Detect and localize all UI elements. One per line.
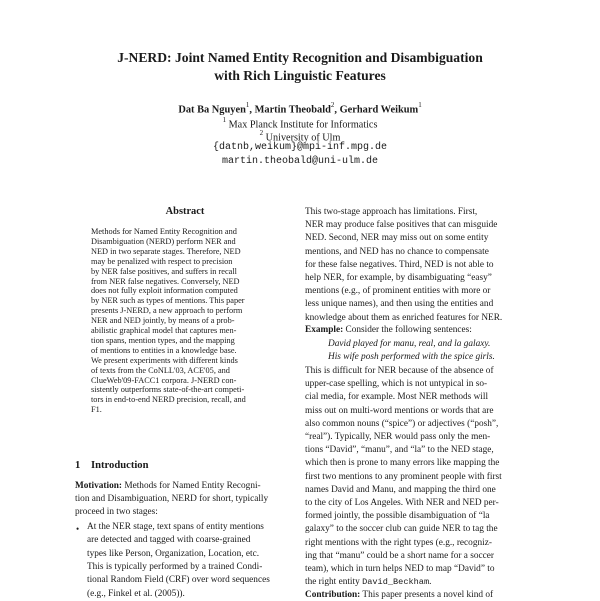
right-column-line: first two mentions to any prominent people with first xyxy=(305,471,502,482)
intro-line: proceed in two stages: xyxy=(75,507,158,517)
abstract-line: NED in two separate stages. Therefore, NED xyxy=(91,246,241,256)
abstract-line: tion spans, mention types, and the mapping xyxy=(91,335,235,345)
intro-line: tion and Disambiguation, NERD for short, typically xyxy=(75,494,269,504)
abstract-line: of mentions to entities in a knowledge base. xyxy=(91,345,237,355)
affiliation-mark: 2 xyxy=(259,129,264,137)
section-heading-introduction xyxy=(75,460,149,471)
bullet-line: are detected and tagged with coarse-grained xyxy=(87,535,251,546)
bullet-icon: • xyxy=(76,524,80,534)
contribution-label: Contribution: xyxy=(305,590,361,600)
abstract-line: tors in end-to-end NERD precision, recall, and xyxy=(91,395,246,405)
right-column-line: right mentions with the right types (e.g., recogniz- xyxy=(305,537,492,548)
right-column-line: This is difficult for NER because of the absence of xyxy=(305,366,494,376)
email-line-2: martin.theobald@uni-ulm.de xyxy=(221,156,379,167)
right-column-line: for these false negatives. Third, NED is not able to xyxy=(305,259,494,270)
example-sentence: David played for manu, real, and la galaxy. xyxy=(328,339,491,349)
abstract-line: from NER false negatives. Conversely, NED xyxy=(91,276,240,286)
author-separator: , xyxy=(334,104,340,116)
section-title: Introduction xyxy=(91,460,149,471)
right-column-line: NER may produce false positives that can misguide xyxy=(305,220,498,231)
abstract-line: We present experiments with different kinds xyxy=(91,355,238,365)
abstract-line: NER and NED jointly, by means of a prob- xyxy=(91,316,235,326)
abstract-line: by NER false positives, and suffers in recall xyxy=(91,266,237,276)
right-column-line: knowledge about them as enriched features for NER. xyxy=(305,312,503,323)
paper-title-line-1: J-NERD: Joint Named Entity Recognition and Disambiguation xyxy=(117,50,483,65)
example-line xyxy=(305,325,530,336)
right-column-line: cial media, for example. Most NER methods will xyxy=(305,392,489,403)
section-number: 1 xyxy=(75,460,81,471)
right-column-line: tions “David”, “manu”, and “la” to the NED stage, xyxy=(305,445,494,456)
bullet-line: types like Person, Organization, Location, etc. xyxy=(87,548,260,559)
contribution-text: This paper presents a novel kind of xyxy=(360,590,494,600)
motivation-label: Motivation: xyxy=(75,481,122,491)
affiliation-text: University of Ulm xyxy=(263,132,341,144)
abstract-line: Disambiguation (NERD) perform NER and xyxy=(91,236,236,246)
right-column-line: miss out on multi-word mentions or words that are xyxy=(305,405,494,416)
right-column-line: mentions, and NED has no chance to compensate xyxy=(305,246,489,257)
author-name: Gerhard Weikum xyxy=(339,104,419,116)
email-line-1: {datnb,weikum}@mpi-inf.mpg.de xyxy=(212,142,388,153)
abstract-line: ClueWeb'09-FACC1 corpora. J-NERD con- xyxy=(91,375,237,385)
abstract-line: presents J-NERD, a new approach to perform xyxy=(91,306,243,316)
bullet-line: tional Random Field (CRF) over word sequences xyxy=(87,575,270,586)
abstract-line: Methods for Named Entity Recognition and xyxy=(91,227,237,236)
right-column-line: galaxy” to the soccer club can guide NER to tag the xyxy=(305,524,498,535)
right-column-line: to the city of Los Angeles. With NER and NED per- xyxy=(305,498,499,508)
affiliation-mark: 1 xyxy=(222,116,227,124)
author-affiliation-mark: 1 xyxy=(245,101,250,109)
right-column-line: team), which in turn helps NED to map “David” to xyxy=(305,564,495,574)
abstract-line: may be penalized with respect to precision xyxy=(91,256,233,266)
right-column-line: which then is prone to many errors like mapping the xyxy=(305,458,500,469)
right-column-line: less unique names), and then using the entities and xyxy=(305,299,494,310)
right-column-line: This two-stage approach has limitations. First, xyxy=(305,207,478,217)
right-column-line: ing that “manu” could be a short name for a soccer xyxy=(305,550,494,561)
example-label: Example: xyxy=(305,325,344,335)
example-sentence: His wife posh performed with the spice girls. xyxy=(328,352,495,362)
right-column-line: upper-case spelling, which is not untypical in so- xyxy=(305,379,488,390)
paper-title-line-2: with Rich Linguistic Features xyxy=(214,68,386,83)
line-end: . xyxy=(429,577,432,587)
line-text: the right entity xyxy=(305,577,363,587)
example-intro: Consider the following sentences: xyxy=(343,325,472,335)
abstract-line: does not fully exploit information computed xyxy=(91,286,238,296)
author-list xyxy=(60,100,540,116)
author-affiliation-mark: 2 xyxy=(330,101,335,109)
abstract-line: sistently outperforms state-of-the-art competi- xyxy=(91,385,245,395)
abstract-heading: Abstract xyxy=(165,206,205,217)
abstract-line: of texts from the CoNLL'03, ACE'05, and xyxy=(91,365,230,375)
bullet-line: This is typically performed by a trained Condi- xyxy=(87,561,263,572)
entity-id: David_Beckham xyxy=(362,577,430,587)
right-column-line: also common nouns (“spice”) or adjectives (“posh”, xyxy=(305,418,499,429)
contribution-line xyxy=(305,590,530,601)
author-separator: , xyxy=(249,104,255,116)
author-name: Dat Ba Nguyen xyxy=(178,104,246,116)
author-affiliation-mark: 1 xyxy=(418,101,422,109)
right-column-line: mentions (e.g., of prominent entities with more or xyxy=(305,286,491,297)
right-column-line: names David and Manu, and mapping the third one xyxy=(305,484,496,495)
abstract-line: F1. xyxy=(91,405,102,415)
right-column-line: NED. Second, NER may miss out on some entity xyxy=(305,233,489,244)
bullet-line: At the NER stage, text spans of entity mentions xyxy=(87,522,264,532)
bullet-line: (e.g., Finkel et al. (2005)). xyxy=(87,588,185,599)
right-column-line xyxy=(305,577,530,588)
motivation-line xyxy=(75,481,297,492)
affiliation-text: Max Planck Institute for Informatics xyxy=(226,119,378,131)
right-column-line: formed jointly, the possible disambiguation of “la xyxy=(305,511,490,522)
right-column-line: help NER, for example, by disambiguating “easy” xyxy=(305,273,492,283)
right-column-line: “real”). Typically, NER would pass only the men- xyxy=(305,432,491,442)
abstract-line: abilistic graphical model that captures men- xyxy=(91,326,237,335)
abstract-line: by NER such as types of mentions. This paper xyxy=(91,296,245,306)
author-name: Martin Theobald xyxy=(254,104,331,116)
motivation-text: Methods for Named Entity Recogni- xyxy=(122,481,261,491)
